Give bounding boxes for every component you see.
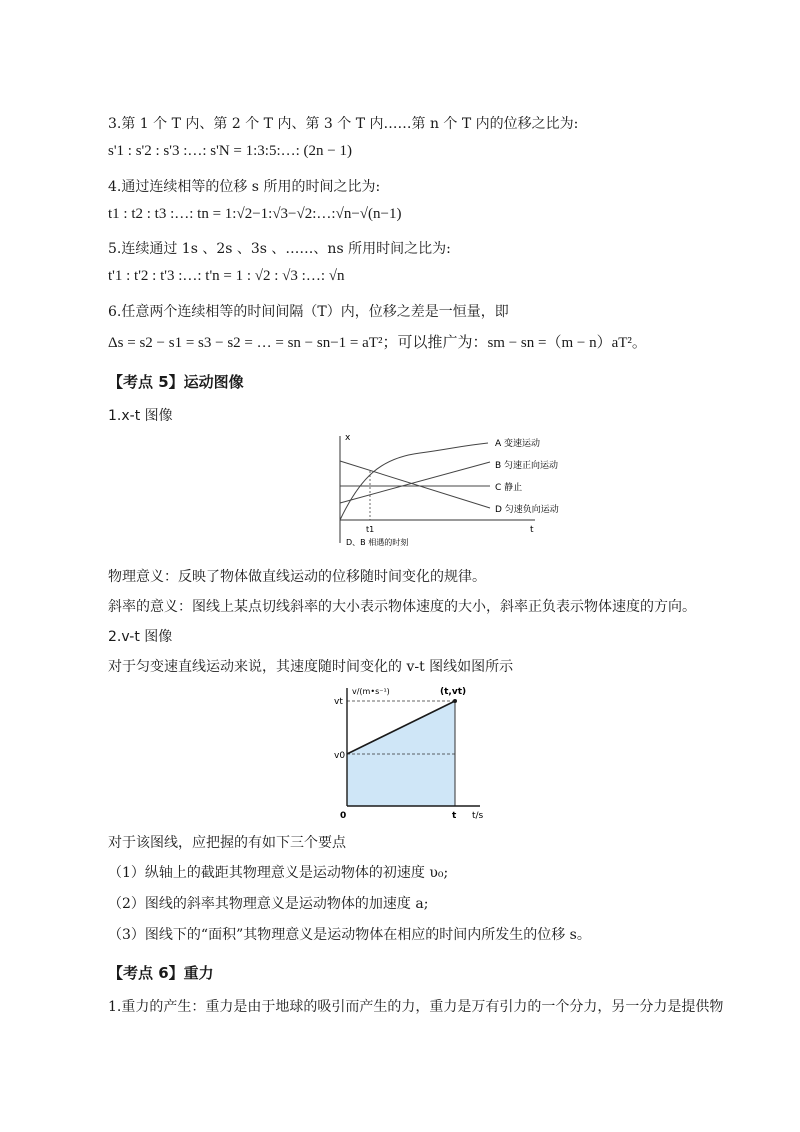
vt-intro: 对于匀变速直线运动来说，其速度随时间变化的 v-t 图线如图所示 xyxy=(108,659,514,675)
xt-slope: 斜率的意义：图线上某点切线斜率的大小表示物体速度的大小，斜率正负表示物体速度的方向。 xyxy=(108,599,696,615)
vt-point-2: （2）图线的斜率其物理意义是运动物体的加速度 a; xyxy=(108,896,429,912)
xt-title: 1.x-t 图像 xyxy=(108,408,173,424)
paragraph-6: 6.任意两个连续相等的时间间隔（T）内，位移之差是一恒量，即 xyxy=(108,304,509,320)
vt-area xyxy=(347,701,455,806)
xt-chart xyxy=(310,428,559,558)
xt-legend-a: A 变速运动 xyxy=(495,439,541,449)
vt-y-label: v/(m•s⁻¹) xyxy=(352,687,390,696)
vt-point-3: （3）图线下的“面积”其物理意义是运动物体在相应的时间内所发生的位移 s。 xyxy=(108,927,591,943)
xt-legend-c: C 静止 xyxy=(495,483,523,493)
vt-origin-label: 0 xyxy=(340,811,347,821)
xt-legend-b: B 匀速正向运动 xyxy=(495,461,559,471)
formula-3: s'1 : s'2 : s'3 :…: s'N = 1:3:5:…: (2n − 1) xyxy=(108,143,352,159)
vt-title: 2.v-t 图像 xyxy=(108,629,173,645)
vt-chart xyxy=(330,684,495,824)
vt-v0-label: v0 xyxy=(334,751,346,761)
xt-t-label: t xyxy=(530,525,534,535)
vt-point-label: (t,vt) xyxy=(440,687,467,697)
section-6-heading: 【考点 6】重力 xyxy=(108,964,214,982)
section-5-heading: 【考点 5】运动图像 xyxy=(108,373,244,391)
xt-caption: D、B 相遇的时刻 xyxy=(346,538,409,547)
vt-end-point xyxy=(453,699,457,703)
paragraph-5: 5.连续通过 1s 、2s 、3s 、……、ns 所用时间之比为: xyxy=(108,241,451,257)
formula-4: t1 : t2 : t3 :…: tn = 1:√2−1:√3−√2:…:√n−√(n−1) xyxy=(108,206,402,222)
vt-points: 对于该图线，应把握的有如下三个要点 xyxy=(108,835,346,851)
vt-point-1: （1）纵轴上的截距其物理意义是运动物体的初速度 υ₀; xyxy=(108,865,449,881)
formula-5: t'1 : t'2 : t'3 :…: t'n = 1 : √2 : √3 :…: √n xyxy=(108,268,345,284)
xt-t1-label: t1 xyxy=(366,525,375,534)
xt-x-label: x xyxy=(345,433,351,443)
gravity-paragraph-1: 1.重力的产生：重力是由于地球的吸引而产生的力，重力是万有引力的一个分力，另一分力是提供物 xyxy=(108,999,724,1015)
vt-vt-label: vt xyxy=(334,697,343,707)
paragraph-4: 4.通过连续相等的位移 s 所用的时间之比为: xyxy=(108,179,381,195)
formula-6: Δs = s2 − s1 = s3 − s2 = … = sn − sn−1 = aT²；可以推广为：sm − sn =（m − n）aT²。 xyxy=(108,335,647,351)
xt-meaning: 物理意义：反映了物体做直线运动的位移随时间变化的规律。 xyxy=(108,569,486,585)
xt-curve-a xyxy=(340,443,488,520)
xt-legend-d: D 匀速负向运动 xyxy=(495,505,559,515)
vt-t-label: t xyxy=(452,811,457,821)
vt-t-axis-label: t/s xyxy=(472,811,484,821)
paragraph-3: 3.第 1 个 T 内、第 2 个 T 内、第 3 个 T 内……第 n 个 T 内的位移之比为: xyxy=(108,116,579,132)
